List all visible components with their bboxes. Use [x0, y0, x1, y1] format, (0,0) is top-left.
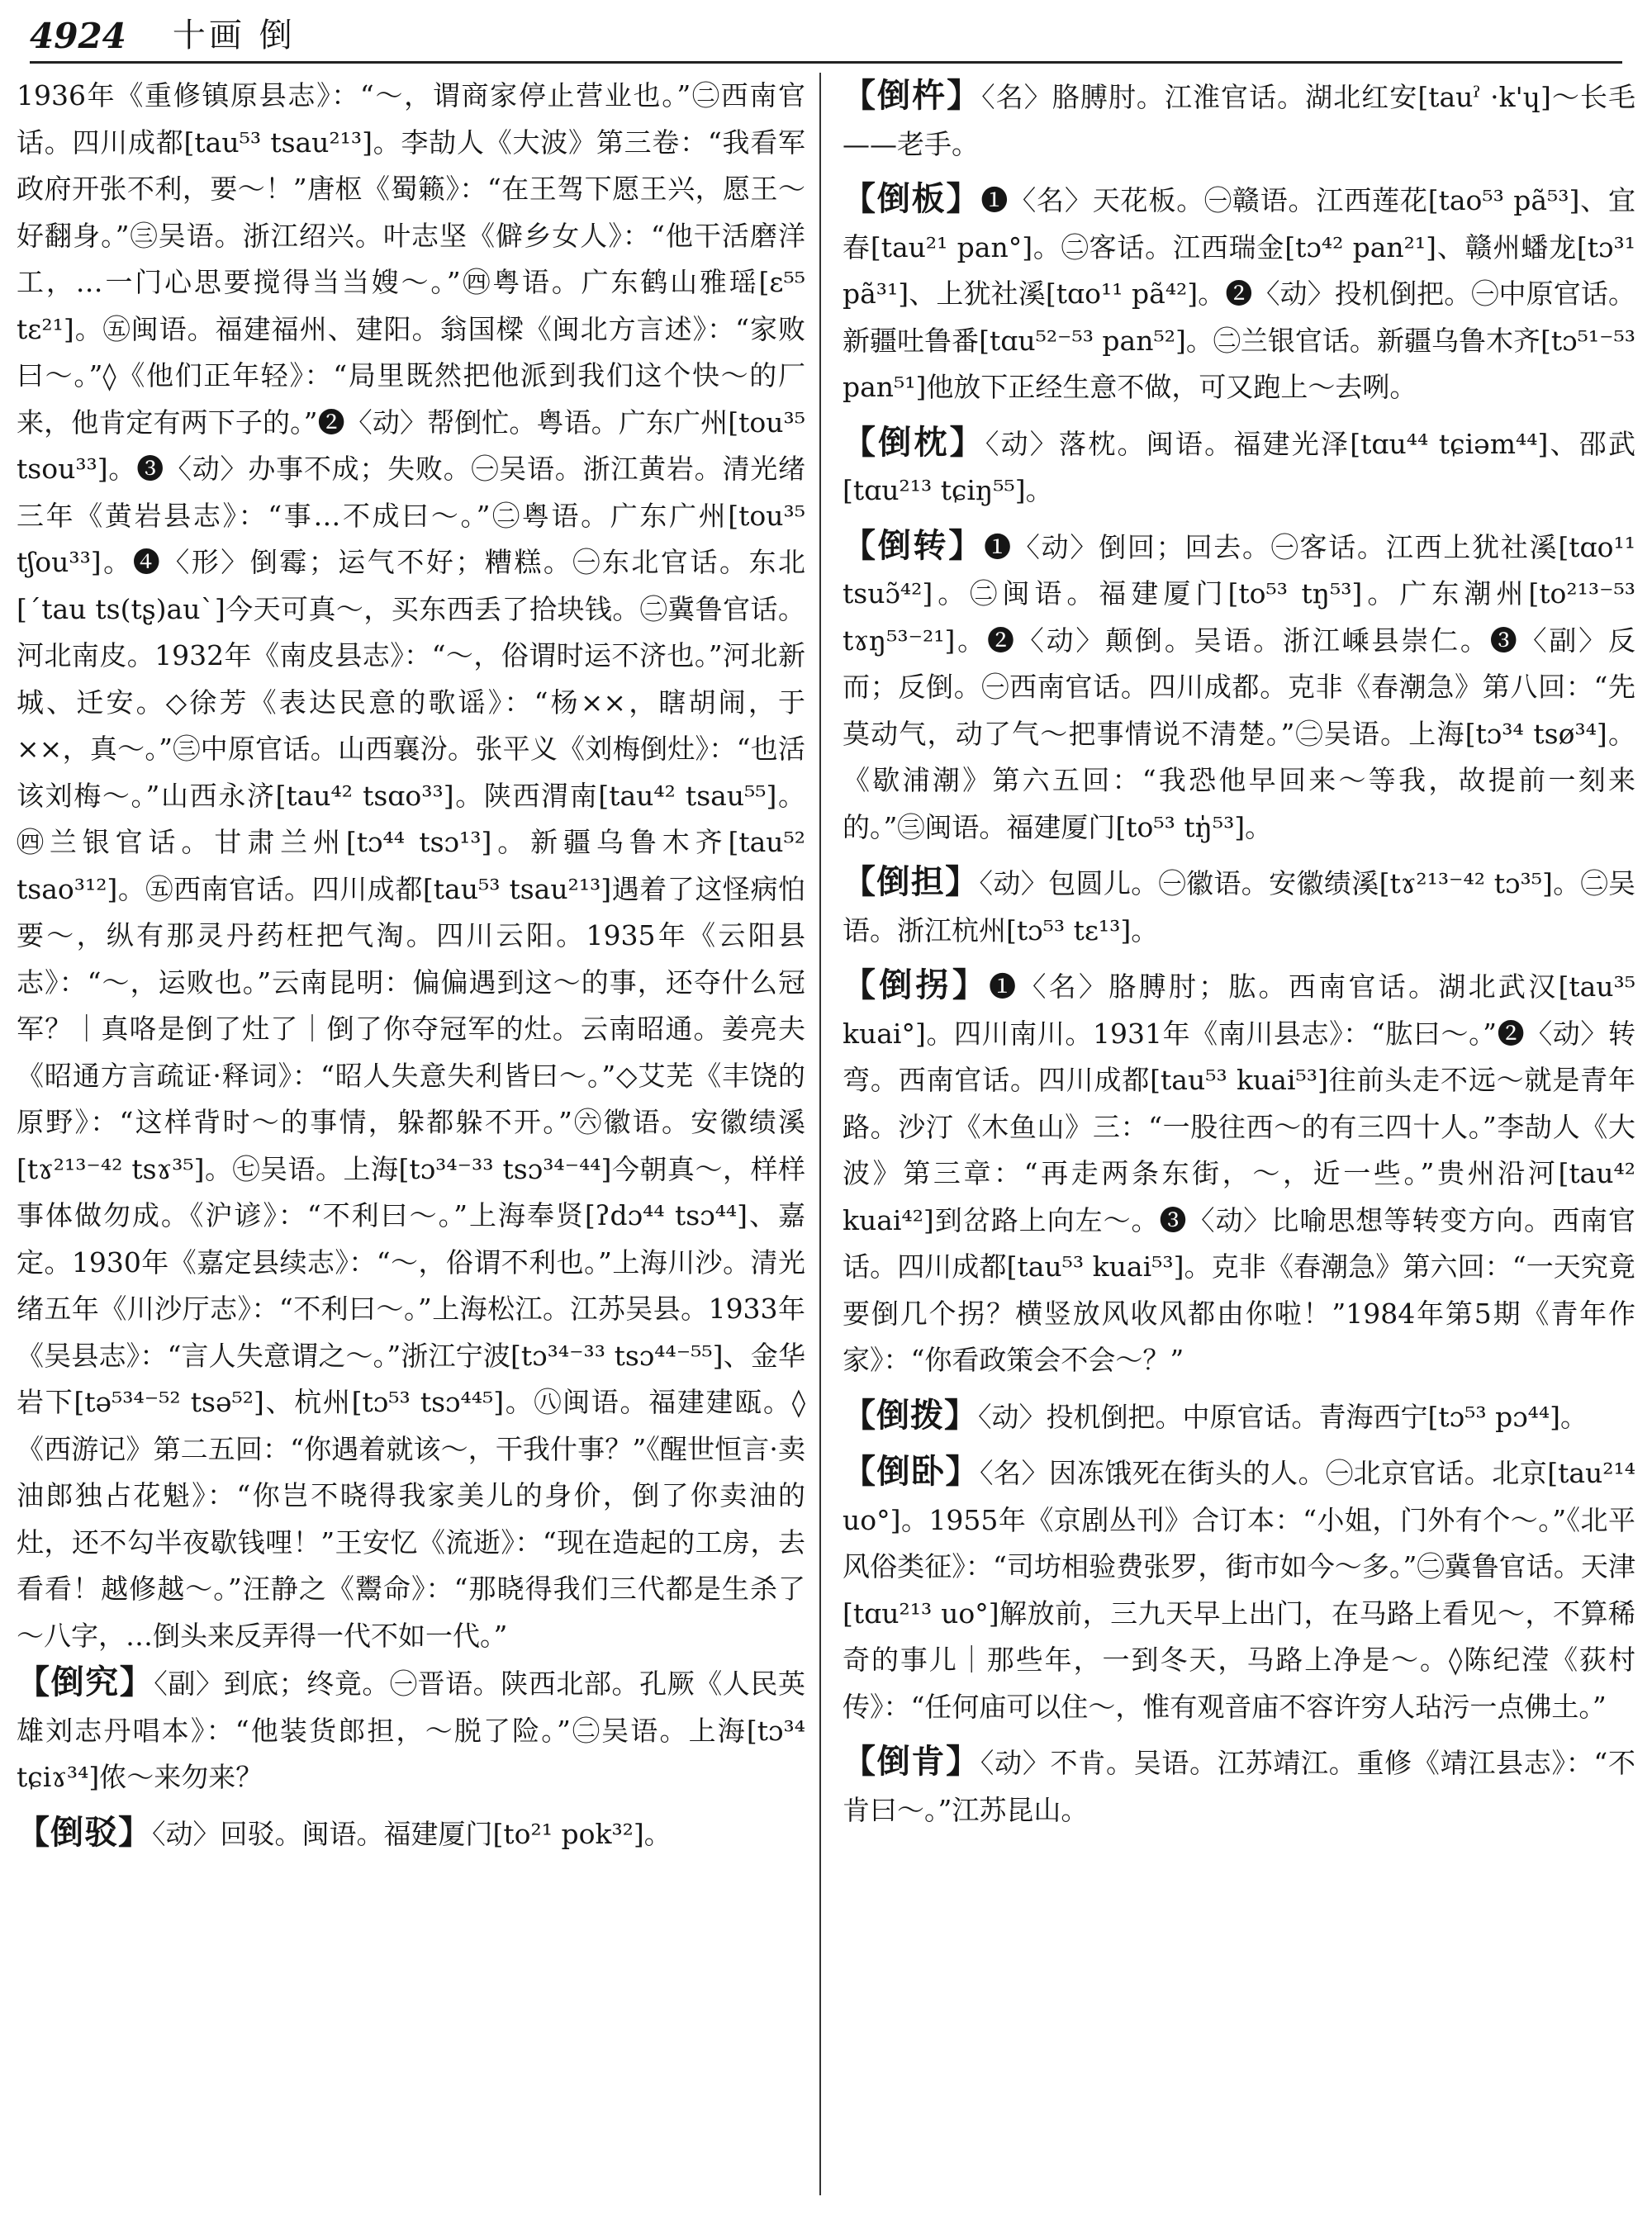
column-divider — [819, 73, 821, 2195]
dictionary-entry — [843, 176, 1635, 411]
entry-definition: 〈动〉不肯。吴语。江苏靖江。重修《靖江县志》：“不肯曰～。”江苏昆山。 — [843, 1747, 1635, 1826]
page-number: 4924 — [30, 16, 126, 56]
entry-definition: 〈动〉回驳。闽语。福建厦门[to²¹ pok³²]。 — [152, 1817, 672, 1850]
dictionary-entry — [843, 73, 1635, 168]
section-title: 十画 倒 — [172, 17, 296, 55]
entry-headword: 【倒究】 — [17, 1663, 154, 1701]
entry-headword: 【倒拐】 — [843, 966, 990, 1004]
dictionary-entry — [843, 1449, 1635, 1730]
entry-definition: 〈动〉投机倒把。中原官话。青海西宁[tɔ⁵³ pɔ⁴⁴]。 — [978, 1400, 1588, 1433]
entry-definition: 〈名〉因冻饿死在街头的人。㊀北京官话。北京[tau²¹⁴ uo°]。1955年《京剧丛刊》合订本：“小姐，门外有个～。”《北平风俗类征》：“司坊相验费张罗，街市如今～多。”㊁冀鲁官话。天津[tɑu²¹³ uo°]解放前，三九天早上出门，在马路上看见～，不算稀奇的事儿｜那些年，一到冬天，马路上净是～。◊陈纪滢《荻村传》：“任何庙可以住～，惟有观音庙不容许穷人玷污一点佛土。” — [843, 1457, 1635, 1723]
entry-definition: 〈动〉包圆儿。㊀徽语。安徽绩溪[tɤ²¹³⁻⁴² tɔ³⁵]。㊁吴语。浙江杭州[tɔ⁵³ tɛ¹³]。 — [843, 867, 1635, 947]
entry-definition: 〈副〉到底；终竟。㊀晋语。陕西北部。孔厥《人民英雄刘志丹唱本》：“他装货郎担，～脱了险。”㊁吴语。上海[tɔ³⁴ tɕiɤ³⁴]侬～来勿来？ — [17, 1668, 805, 1793]
dictionary-entry — [843, 523, 1635, 852]
dictionary-entry — [17, 1810, 805, 1858]
right-column — [843, 73, 1635, 2212]
entry-definition: 〈名〉胳膊肘。江淮官话。湖北红安[tauˀ ·k'ɥ]～长毛——老手。 — [843, 81, 1635, 160]
entry-continuation: 1936年《重修镇原县志》：“～，谓商家停止营业也。”㊁西南官话。四川成都[tau⁵³ tsau²¹³]。李劼人《大波》第三卷：“我看军政府开张不利，要～！”唐枢《蜀籁》：“在王驾下愿王兴，愿王～好翻身。”㊂吴语。浙江绍兴。叶志坚《僻乡女人》：“他干活磨洋工，…一门心思要搅得当当嫂～。”㊃粤语。广东鹤山雅瑶[ɛ⁵⁵ tɛ²¹]。㊄闽语。福建福州、建阳。翁国樑《闽北方言述》：“家败曰～。”◊《他们正年轻》：“局里既然把他派到我们这个快～的厂来，他肯定有两下子的。”❷〈动〉帮倒忙。粤语。广东广州[tou³⁵ tsou³³]。❸〈动〉办事不成；失败。㊀吴语。浙江黄岩。清光绪三年《黄岩县志》：“事…不成曰～。”㊁粤语。广东广州[tou³⁵ tʃou³³]。❹〈形〉倒霉；运气不好；糟糕。㊀东北官话。东北[ˊtau ts(tʂ)auˋ]今天可真～，买东西丢了拾块钱。㊁冀鲁官话。河北南皮。1932年《南皮县志》：“～，俗谓时运不济也。”河北新城、迁安。◇徐芳《表达民意的歌谣》：“杨××，瞎胡闹，于××，真～。”㊂中原官话。山西襄汾。张平义《刘梅倒灶》：“也活该刘梅～。”山西永济[tau⁴² tsɑo³³]。陕西渭南[tau⁴² tsau⁵⁵]。㊃兰银官话。甘肃兰州[tɔ⁴⁴ tsɔ¹³]。新疆乌鲁木齐[tau⁵² tsao³¹²]。㊄西南官话。四川成都[tau⁵³ tsau²¹³]遇着了这怪病怕要～，纵有那灵丹药枉把气淘。四川云阳。1935年《云阳县志》：“～，运败也。”云南昆明：偏偏遇到这～的事，还夺什么冠军？｜真咯是倒了灶了｜倒了你夺冠军的灶。云南昭通。姜亮夫《昭通方言疏证·释词》：“昭人失意失利皆曰～。”◇艾芜《丰饶的原野》：“这样背时～的事情，躲都躲不开。”㊅徽语。安徽绩溪[tɤ²¹³⁻⁴² tsɤ³⁵]。㊆吴语。上海[tɔ³⁴⁻³³ tsɔ³⁴⁻⁴⁴]今朝真～，样样事体做勿成。《沪谚》：“不利曰～。”上海奉贤[ʔdɔ⁴⁴ tsɔ⁴⁴]、嘉定。1930年《嘉定县续志》：“～，俗谓不利也。”上海川沙。清光绪五年《川沙厅志》：“不利曰～。”上海松江。江苏吴县。1933年《吴县志》：“言人失意谓之～。”浙江宁波[tɔ³⁴⁻³³ tsɔ⁴⁴⁻⁵⁵]、金华岩下[tə⁵³⁴⁻⁵² tsə⁵²]、杭州[tɔ⁵³ tsɔ⁴⁴⁵]。㊇闽语。福建建瓯。◊《西游记》第二五回：“你遇着就该～，干我什事？”《醒世恒言·卖油郎独占花魁》：“你岂不晓得我家美儿的身价，倒了你卖油的灶，还不勾半夜歇钱哩！”王安忆《流逝》：“现在造起的工房，去看看！越修越～。”汪静之《鬻命》：“那晓得我们三代都是生杀了～八字，…倒头来反弄得一代不如一代。” — [17, 79, 805, 1652]
entry-definition: ❶〈动〉倒回；回去。㊀客话。江西上犹社溪[tɑo¹¹ tsuɔ̃⁴²]。㊁闽语。福建厦门[to⁵³ tŋ⁵³]。广东潮州[to²¹³⁻⁵³ tɤŋ⁵³⁻²¹]。❷〈动〉颠倒。吴语。浙江嵊县崇仁。❸〈副〉反而；反倒。㊀西南官话。四川成都。克非《春潮急》第八回：“先莫动气，动了气～把事情说不清楚。”㊁吴语。上海[tɔ³⁴ tsø³⁴]。《歇浦潮》第六五回：“我恐他早回来～等我，故提前一刻来的。”㊂闽语。福建厦门[to⁵³ tŋ̍⁵³]。 — [843, 530, 1635, 843]
entry-headword: 【倒肯】 — [843, 1742, 980, 1781]
entry-headword: 【倒枕】 — [843, 422, 985, 462]
dictionary-entry — [843, 1393, 1635, 1441]
dictionary-entry — [843, 1739, 1635, 1834]
entry-headword: 【倒杵】 — [843, 76, 982, 115]
entry-headword: 【倒担】 — [843, 862, 980, 901]
page-header — [30, 13, 1622, 64]
left-column — [17, 73, 805, 2212]
entry-definition: 〈动〉落枕。闽语。福建光泽[tɑu⁴⁴ tɕiəm⁴⁴]、邵武[tɑu²¹³ tɕiŋ⁵⁵]。 — [843, 427, 1635, 506]
entry-headword: 【倒板】 — [843, 179, 981, 218]
entry-definition: ❶〈名〉天花板。㊀赣语。江西莲花[tao⁵³ pã⁵³]、宜春[tau²¹ pan°]。㊁客话。江西瑞金[tɔ⁴² pan²¹]、赣州蟠龙[tɔ³¹ pã³¹]、上犹社溪[tɑo¹¹ pã⁴²]。❷〈动〉投机倒把。㊀中原官话。新疆吐鲁番[tɑu⁵²⁻⁵³ pan⁵²]。㊁兰银官话。新疆乌鲁木齐[tɔ⁵¹⁻⁵³ pan⁵¹]他放下正经生意不做，可又跑上～去咧。 — [843, 184, 1635, 403]
dictionary-entry — [843, 420, 1635, 515]
entry-definition: ❶〈名〉胳膊肘；肱。西南官话。湖北武汉[tau³⁵ kuai°]。四川南川。1931年《南川县志》：“肱曰～。”❷〈动〉转弯。西南官话。四川成都[tau⁵³ kuai⁵³]往前头走不远～就是青年路。沙汀《木鱼山》三：“一股往西～的有三四十人。”李劼人《大波》第三章：“再走两条东街，～，近一些。”贵州沿河[tau⁴² kuai⁴²]到岔路上向左～。❸〈动〉比喻思想等转变方向。西南官话。四川成都[tau⁵³ kuai⁵³]。克非《春潮急》第六回：“一天究竟要倒几个拐？横竖放风收风都由你啦！”1984年第5期《青年作家》：“你看政策会不会～？” — [843, 970, 1635, 1376]
dictionary-entry — [843, 859, 1635, 954]
entry-headword: 【倒转】 — [843, 525, 985, 565]
dictionary-entry — [17, 1659, 805, 1801]
dictionary-entry — [843, 962, 1635, 1384]
entry-headword: 【倒卧】 — [843, 1452, 980, 1491]
entry-headword: 【倒驳】 — [17, 1812, 152, 1852]
entry-headword: 【倒拨】 — [843, 1395, 978, 1435]
